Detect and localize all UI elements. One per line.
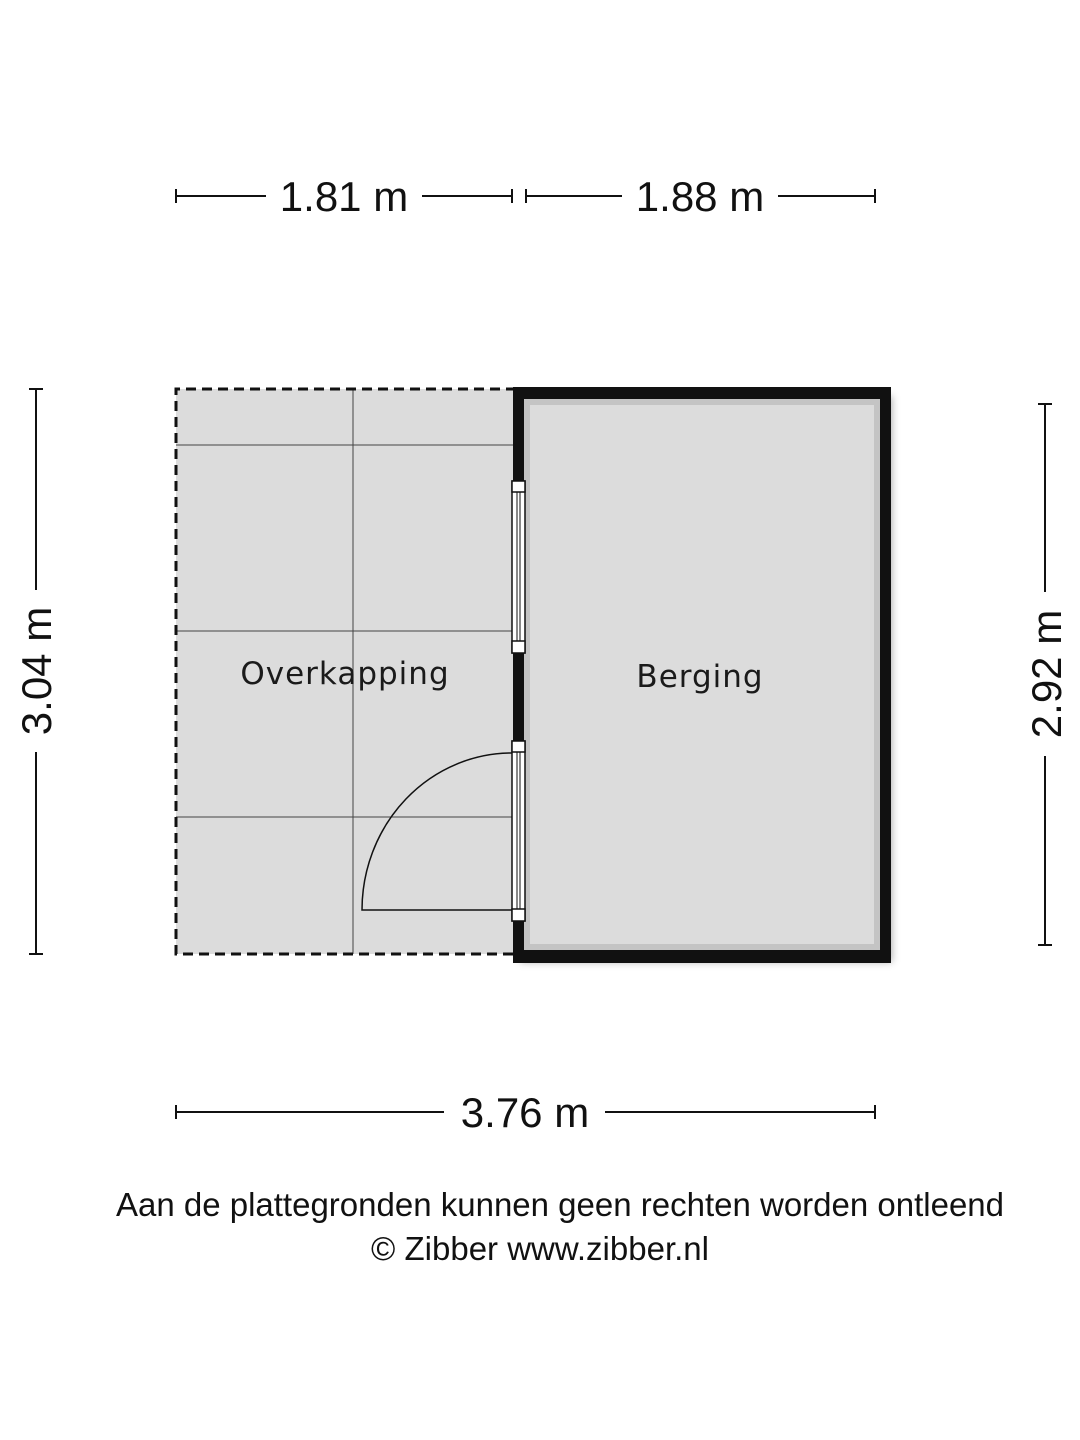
dimension-right bbox=[1023, 404, 1070, 945]
window bbox=[512, 481, 525, 653]
room-label-berging: Berging bbox=[636, 659, 764, 695]
dimension-label-top-left: 1.81 m bbox=[279, 173, 409, 220]
dimension-top-left bbox=[176, 173, 512, 220]
dimension-label-bottom: 3.76 m bbox=[460, 1089, 590, 1136]
window-frame bbox=[512, 481, 525, 653]
dimension-bottom bbox=[176, 1089, 875, 1136]
door-jamb bbox=[512, 741, 525, 752]
window-sill bbox=[512, 641, 525, 653]
dimension-top-right bbox=[526, 173, 875, 220]
dimension-label-top-right: 1.88 m bbox=[635, 173, 765, 220]
dimension-left bbox=[13, 389, 60, 954]
copyright-text: © Zibber www.zibber.nl bbox=[371, 1230, 709, 1267]
dimension-label-left: 3.04 m bbox=[13, 606, 60, 736]
room-label-overkapping: Overkapping bbox=[240, 656, 450, 692]
dimension-label-right: 2.92 m bbox=[1023, 609, 1070, 739]
door-jamb bbox=[512, 909, 525, 921]
disclaimer-text: Aan de plattegronden kunnen geen rechten worden ontleend bbox=[115, 1186, 1005, 1223]
door-frame bbox=[512, 741, 525, 921]
window-sill bbox=[512, 481, 525, 492]
